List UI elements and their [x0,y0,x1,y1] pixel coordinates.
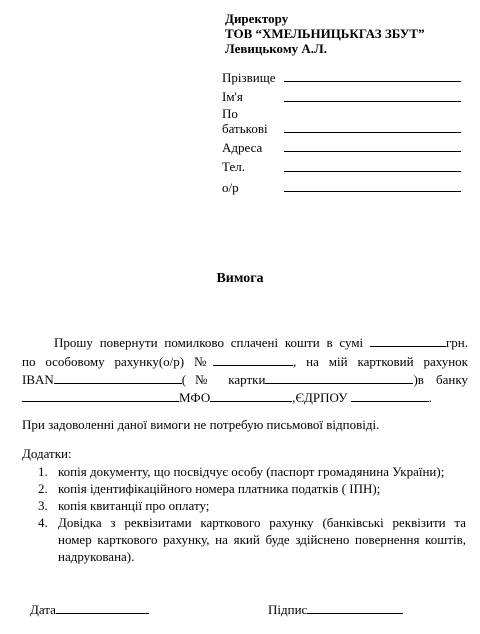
date-field[interactable] [56,603,149,614]
signature-field[interactable] [307,603,403,614]
attachment-num-1: 1. [38,464,48,479]
name-field[interactable] [284,101,461,102]
body-line-2 [22,354,468,369]
edrpou-field[interactable] [351,391,429,402]
card-label: (№ картки [181,372,266,387]
mfo-label: МФО [179,390,211,405]
bank-label: )в банку [413,372,468,387]
signature-row [268,602,403,617]
date-row [30,602,149,617]
patronymic-field[interactable] [284,132,461,133]
surname-label: Прізвище [222,70,276,85]
addressee-name: Левицькому А.Л. [225,41,327,56]
period: . [428,390,432,405]
attachment-item-4-line-1: Довідка з реквізитами карткового рахунку (банківські реквізити та [58,515,466,530]
attachment-num-3: 3. [38,498,48,513]
card-account-text: , на мій картковий рахунок [293,354,468,369]
attachment-item-4-line-3: надрукована). [58,549,135,564]
iban-label: IBAN [22,372,54,387]
account-text: по особовому рахунку(о/р) № [22,354,214,369]
address-field[interactable] [284,151,461,152]
currency-text: грн. [445,335,469,350]
patronymic-label-1: По [222,106,238,121]
attachment-num-4: 4. [38,515,48,530]
amount-field[interactable] [370,336,446,347]
account-label: о/р [222,180,239,195]
card-number-field[interactable] [265,373,413,384]
phone-label: Тел. [222,159,245,174]
attachment-item-2: копія ідентифікаційного номера платника податків ( ІПН); [58,481,381,496]
patronymic-label-2: батькові [222,121,268,136]
body-line-1 [22,335,468,350]
amount-text: Прошу повернути помилково сплачені кошти в сумі [54,335,364,350]
account-field[interactable] [284,191,461,192]
attachment-item-3: копія квитанції про оплату; [58,498,210,513]
attachment-num-2: 2. [38,481,48,496]
body-line-4 [22,390,432,405]
attachments-heading: Додатки: [22,446,72,461]
account-number-field[interactable] [213,355,293,366]
body-line-3 [22,372,468,387]
name-label: Ім'я [222,89,243,104]
attachment-item-4-line-2: номер карткового рахунку, на який буде здійснено повернення коштів, [58,532,466,547]
signature-label: Підпис [268,602,308,617]
surname-field[interactable] [284,81,461,82]
edrpou-label: ,ЄДРПОУ [292,390,348,405]
date-label: Дата [30,602,56,617]
bank-name-field[interactable] [22,391,179,402]
document-title: Вимога [216,271,264,286]
address-label: Адреса [222,140,263,155]
addressee-title: Директору [225,11,289,26]
iban-field[interactable] [54,373,182,384]
mfo-field[interactable] [210,391,292,402]
phone-field[interactable] [284,171,461,172]
attachment-item-1: копія документу, що посвідчує особу (паспорт громадянина України); [58,464,445,479]
addressee-company: ТОВ “ХМЕЛЬНИЦЬКГАЗ ЗБУТ” [225,26,425,41]
no-reply-text: При задоволенні даної вимоги не потребую письмової відповіді. [22,417,380,432]
